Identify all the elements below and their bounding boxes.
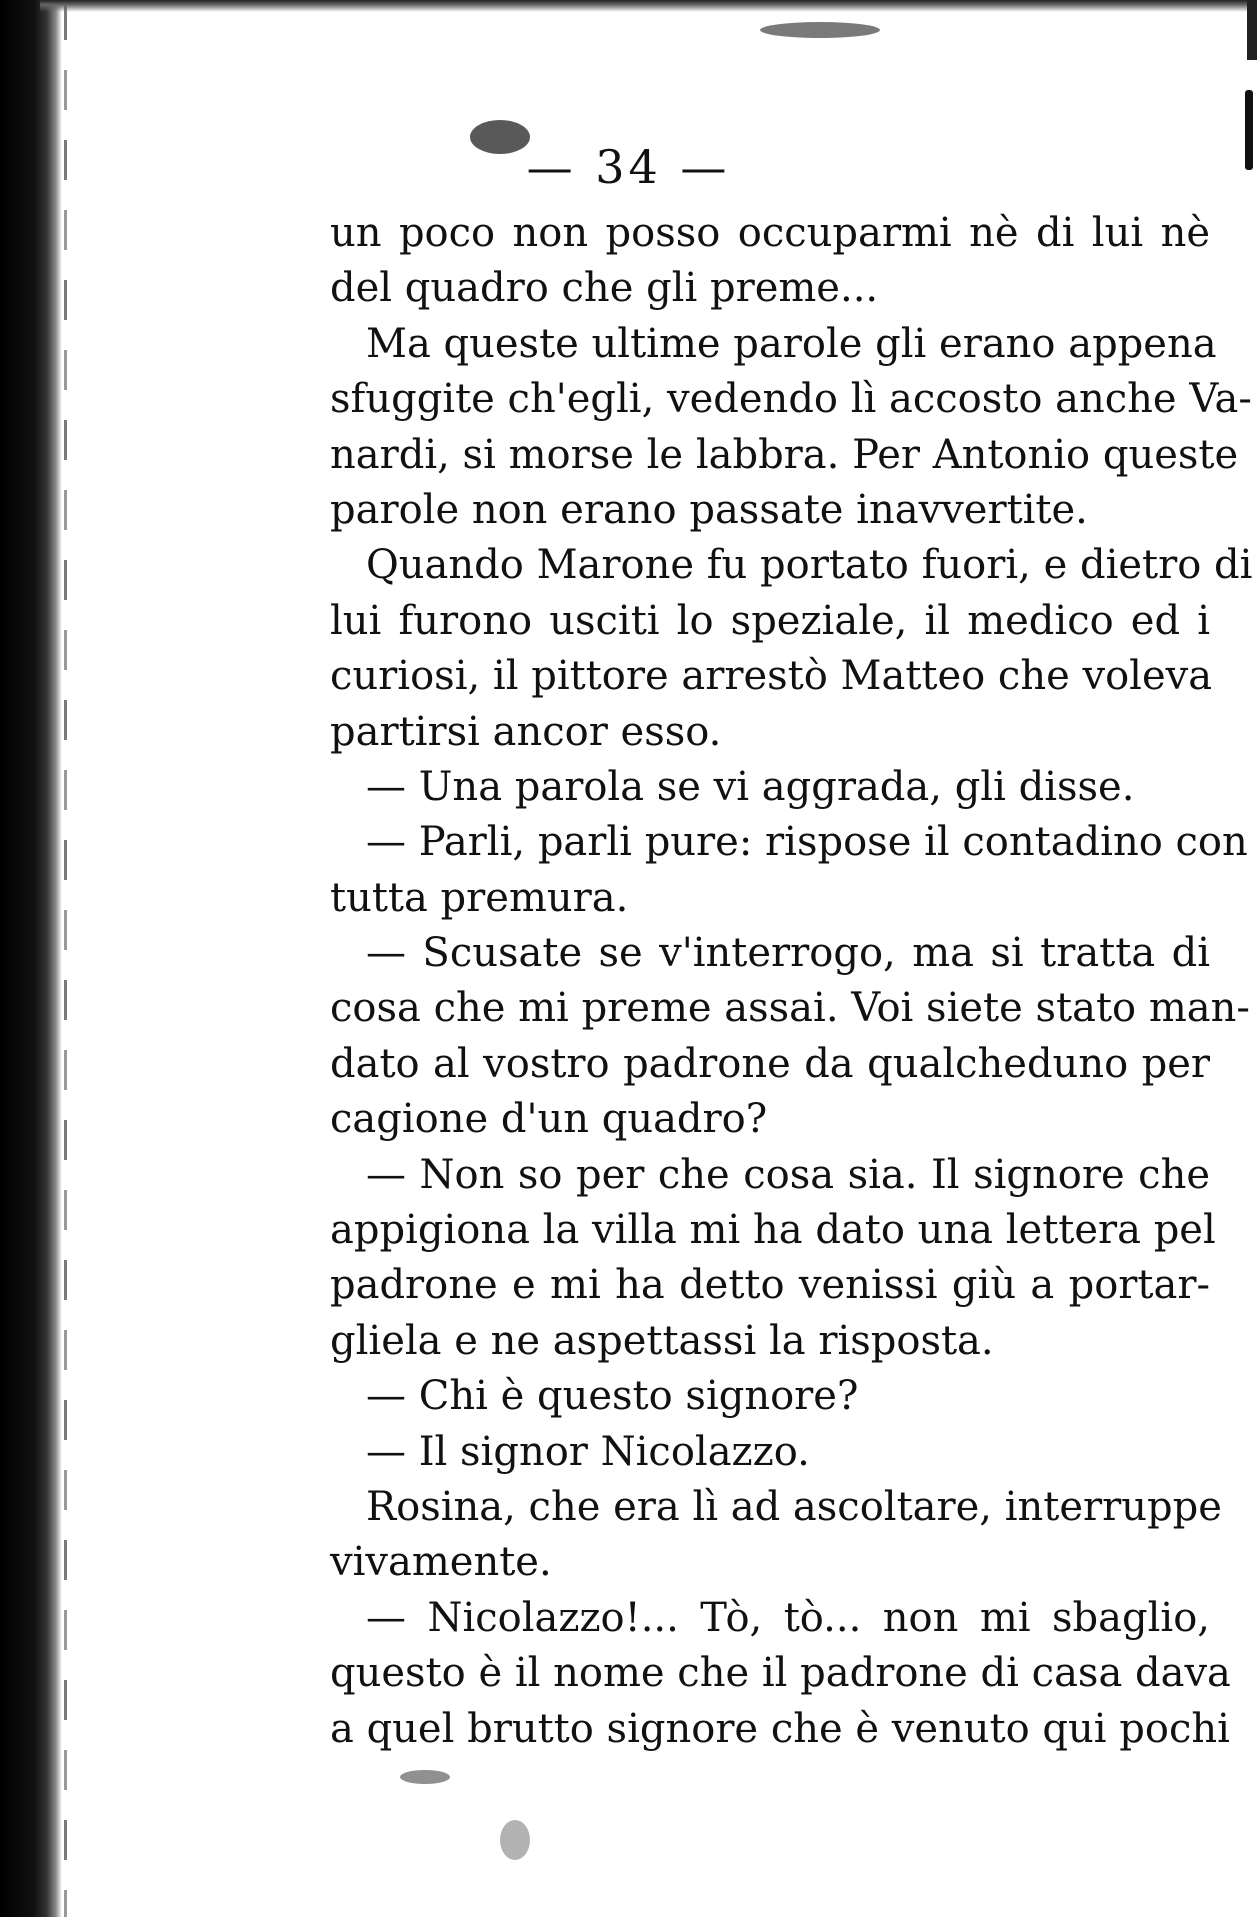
text-line: partirsi ancor esso. [330, 708, 722, 755]
text-line: curiosi, il pittore arrestò Matteo che voleva [330, 653, 1213, 700]
page-right-corner [1247, 0, 1257, 60]
text-line: Ma queste ultime parole gli erano appena [366, 320, 1217, 367]
text-line: un poco non posso occuparmi nè di lui nè [330, 210, 1210, 256]
text-line: sfuggite ch'egli, vedendo lì accosto anche Va- [330, 376, 1252, 423]
text-line: cosa che mi preme assai. Voi siete stato man- [330, 985, 1250, 1032]
text-line: del quadro che gli preme... [330, 265, 879, 312]
text-line: cagione d'un quadro? [330, 1096, 768, 1143]
text-line: — Parli, parli pure: rispose il contadino con [366, 819, 1248, 866]
text-line: — Scusate se v'interrogo, ma si tratta di [366, 930, 1210, 977]
text-line: — Una parola se vi aggrada, gli disse. [366, 763, 1135, 810]
ink-blot [400, 1770, 450, 1784]
text-line: — Il signor Nicolazzo. [366, 1428, 810, 1475]
text-line: gliela e ne aspettassi la risposta. [330, 1317, 994, 1364]
page-top-edge [40, 0, 1257, 12]
text-line: vivamente. [330, 1539, 552, 1586]
text-line: Rosina, che era lì ad ascoltare, interruppe [366, 1483, 1222, 1530]
ink-blot [500, 1820, 530, 1860]
text-line: a quel brutto signore che è venuto qui pochi [330, 1705, 1230, 1752]
text-line: lui furono usciti lo speziale, il medico ed i [330, 597, 1210, 644]
text-line: appigiona la villa mi ha dato una lettera pel [330, 1207, 1216, 1254]
book-spine-shadow [0, 0, 62, 1917]
text-line: padrone e mi ha detto venissi giù a portar- [330, 1262, 1210, 1309]
text-line: — Chi è questo signore? [366, 1373, 859, 1420]
ink-blot [760, 22, 880, 38]
text-line: questo è il nome che il padrone di casa dava [330, 1650, 1231, 1697]
spine-streak [64, 0, 67, 1917]
text-line: nardi, si morse le labbra. Per Antonio queste [330, 431, 1239, 478]
text-line: Quando Marone fu portato fuori, e dietro di [366, 542, 1253, 589]
text-line: — Nicolazzo!... Tò, tò... non mi sbaglio, [366, 1594, 1210, 1641]
text-line: tutta premura. [330, 874, 629, 921]
text-line: — Non so per che cosa sia. Il signore che [366, 1151, 1210, 1198]
text-line: dato al vostro padrone da qualcheduno per [330, 1040, 1210, 1087]
text-line: parole non erano passate inavvertite. [330, 486, 1088, 533]
page-number: — 34 — [526, 140, 731, 194]
page-text [330, 206, 1253, 1757]
